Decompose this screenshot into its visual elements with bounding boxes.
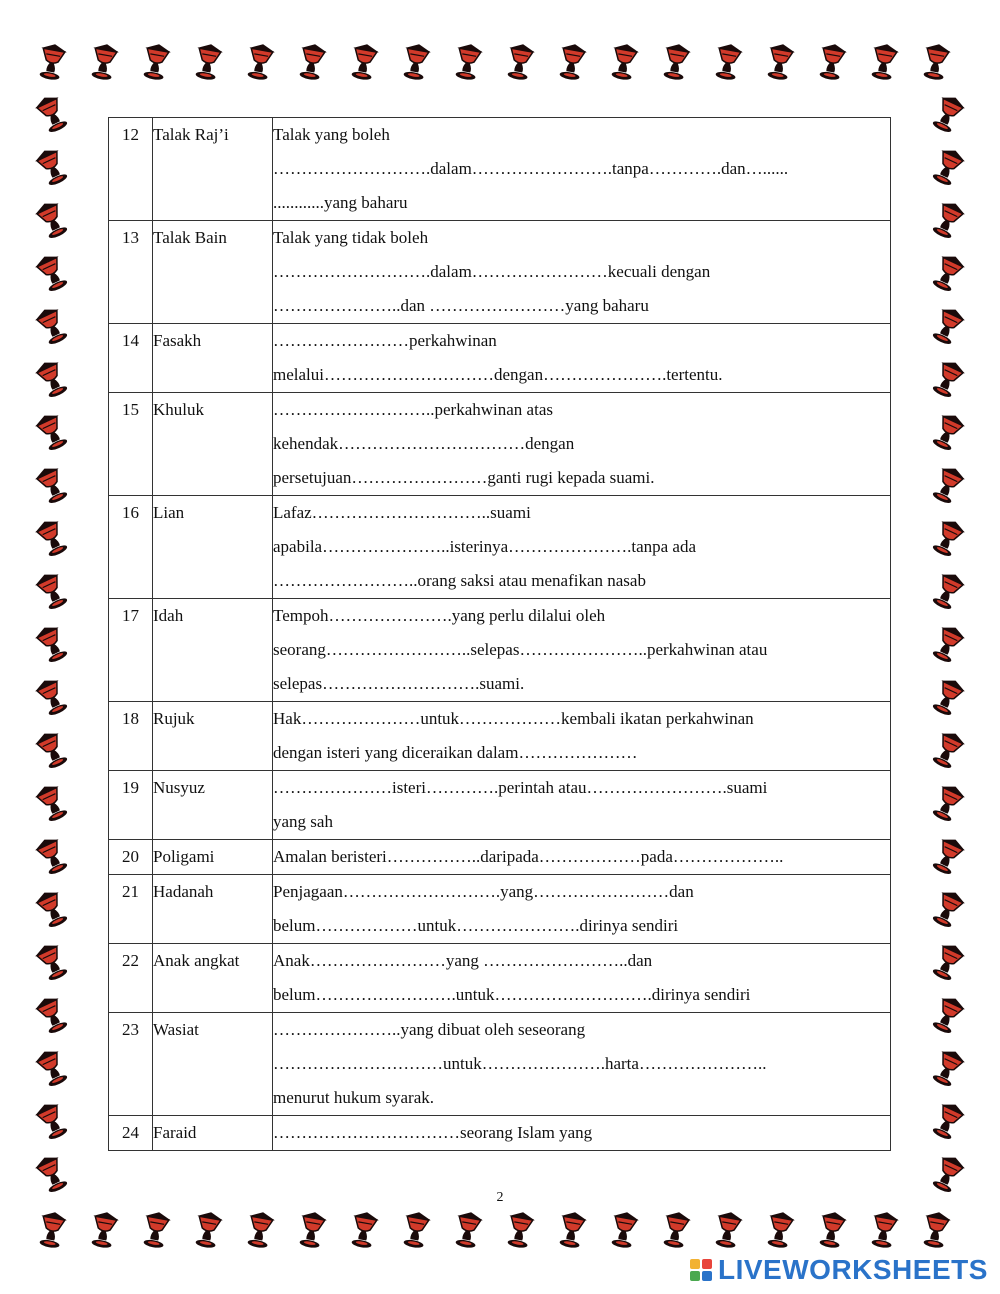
definition-line: …………………………untuk………………….harta…………………..	[273, 1054, 767, 1073]
goblet-icon	[764, 1210, 796, 1249]
definition-line: ………………………..perkahwinan atas	[273, 400, 553, 419]
definition-line: ............yang baharu	[273, 193, 408, 212]
table-row	[109, 393, 891, 496]
definition-line: yang sah	[273, 812, 333, 831]
goblet-icon	[712, 1210, 744, 1249]
definition-line: selepas……………………….suami.	[273, 674, 525, 693]
definition-line: ……………………perkahwinan	[273, 331, 497, 350]
goblet-icon	[929, 887, 968, 930]
goblet-icon	[33, 410, 72, 453]
goblet-icon	[929, 145, 968, 188]
definition-line: …………………..yang dibuat oleh seseorang	[273, 1020, 586, 1039]
definition-cell	[273, 1116, 891, 1151]
term-cell: Hadanah	[153, 875, 273, 944]
goblet-icon	[556, 1210, 588, 1249]
goblet-icon	[816, 42, 848, 81]
goblet-icon	[929, 1099, 968, 1142]
row-number: 23	[109, 1013, 153, 1116]
row-number: 24	[109, 1116, 153, 1151]
term-cell: Talak Bain	[153, 221, 273, 324]
row-number: 19	[109, 771, 153, 840]
brand-logo	[690, 1253, 988, 1287]
row-number: 12	[109, 118, 153, 221]
table-row	[109, 1013, 891, 1116]
goblet-icon	[33, 304, 72, 347]
definition-line: apabila…………………..isterinya………………….tanpa ada	[273, 537, 697, 556]
goblet-icon	[929, 781, 968, 824]
definition-line: belum………………untuk………………….dirinya sendiri	[273, 916, 679, 935]
definition-cell	[273, 875, 891, 944]
goblet-icon	[929, 940, 968, 983]
goblet-icon	[33, 463, 72, 506]
goblet-icon	[33, 569, 72, 612]
term-cell: Nusyuz	[153, 771, 273, 840]
goblet-icon	[929, 410, 968, 453]
goblet-icon	[244, 1210, 276, 1249]
goblet-icon	[764, 42, 796, 81]
goblet-icon	[33, 781, 72, 824]
row-number: 20	[109, 840, 153, 875]
definition-cell	[273, 840, 891, 875]
definition-line: menurut hukum syarak.	[273, 1088, 434, 1107]
table-row	[109, 875, 891, 944]
worksheet-table	[108, 117, 891, 1151]
row-number: 14	[109, 324, 153, 393]
term-cell: Talak Raj’i	[153, 118, 273, 221]
goblet-icon	[33, 834, 72, 877]
goblet-icon	[33, 251, 72, 294]
definition-cell	[273, 944, 891, 1013]
goblet-icon	[33, 622, 72, 665]
definition-cell	[273, 1013, 891, 1116]
row-number: 22	[109, 944, 153, 1013]
goblet-icon	[929, 1046, 968, 1089]
goblet-icon	[929, 251, 968, 294]
goblet-icon	[140, 1210, 172, 1249]
goblet-icon	[244, 42, 276, 81]
table-row	[109, 840, 891, 875]
goblet-icon	[929, 728, 968, 771]
goblet-icon	[33, 1152, 72, 1195]
goblet-icon	[33, 1099, 72, 1142]
term-cell: Poligami	[153, 840, 273, 875]
term-cell: Faraid	[153, 1116, 273, 1151]
row-number: 13	[109, 221, 153, 324]
definition-line: Talak yang tidak boleh	[273, 228, 429, 247]
goblet-icon	[504, 1210, 536, 1249]
definition-line: ……………………..orang saksi atau menafikan nasab	[273, 571, 646, 590]
brand-name: LIVEWORKSHEETS	[718, 1254, 988, 1285]
page-number: 2	[496, 1190, 504, 1205]
goblet-icon	[36, 1210, 68, 1249]
goblet-icon	[33, 675, 72, 718]
goblet-icon	[88, 1210, 120, 1249]
brand-blocks-icon	[690, 1259, 712, 1281]
table-row	[109, 496, 891, 599]
definition-cell	[273, 324, 891, 393]
goblet-icon	[929, 357, 968, 400]
row-number: 15	[109, 393, 153, 496]
goblet-icon	[929, 622, 968, 665]
goblet-icon	[929, 516, 968, 559]
goblet-icon	[33, 145, 72, 188]
definition-line: ……………………………seorang Islam yang	[273, 1123, 593, 1142]
goblet-icon	[868, 1210, 900, 1249]
goblet-icon	[929, 463, 968, 506]
table-row	[109, 599, 891, 702]
definition-line: dengan isteri yang diceraikan dalam…………………	[273, 743, 638, 762]
definition-cell	[273, 771, 891, 840]
term-cell: Khuluk	[153, 393, 273, 496]
table-row	[109, 702, 891, 771]
goblet-icon	[192, 1210, 224, 1249]
goblet-icon	[33, 993, 72, 1036]
term-cell: Fasakh	[153, 324, 273, 393]
table-row	[109, 118, 891, 221]
goblet-icon	[33, 357, 72, 400]
definition-cell	[273, 221, 891, 324]
term-cell: Anak angkat	[153, 944, 273, 1013]
goblet-icon	[712, 42, 744, 81]
definition-cell	[273, 496, 891, 599]
row-number: 16	[109, 496, 153, 599]
term-cell: Wasiat	[153, 1013, 273, 1116]
goblet-icon	[192, 42, 224, 81]
goblet-icon	[929, 569, 968, 612]
goblet-icon	[920, 42, 952, 81]
goblet-icon	[348, 42, 380, 81]
goblet-icon	[400, 1210, 432, 1249]
goblet-icon	[33, 516, 72, 559]
term-cell: Idah	[153, 599, 273, 702]
goblet-icon	[33, 92, 72, 135]
definition-line: ……………………….dalam……………………kecuali dengan	[273, 262, 711, 281]
goblet-icon	[88, 42, 120, 81]
goblet-icon	[400, 42, 432, 81]
definition-line: Amalan beristeri……………..daripada………………pada………………..	[273, 847, 784, 866]
goblet-icon	[140, 42, 172, 81]
goblet-icon	[929, 993, 968, 1036]
goblet-icon	[929, 198, 968, 241]
table-row	[109, 221, 891, 324]
definition-cell	[273, 118, 891, 221]
goblet-icon	[868, 42, 900, 81]
definition-line: melalui…………………………dengan………………….tertentu.	[273, 365, 723, 384]
definition-line: persetujuan……………………ganti rugi kepada suami.	[273, 468, 655, 487]
definition-line: Hak…………………untuk………………kembali ikatan perkahwinan	[273, 709, 754, 728]
goblet-icon	[296, 1210, 328, 1249]
goblet-icon	[33, 198, 72, 241]
goblet-icon	[452, 1210, 484, 1249]
goblet-icon	[608, 1210, 640, 1249]
row-number: 17	[109, 599, 153, 702]
definition-line: seorang……………………..selepas…………………..perkahwinan atau	[273, 640, 768, 659]
definition-line: Tempoh………………….yang perlu dilalui oleh	[273, 606, 606, 625]
goblet-icon	[33, 887, 72, 930]
table-row	[109, 944, 891, 1013]
row-number: 21	[109, 875, 153, 944]
definition-line: …………………isteri………….perintah atau…………………….suami	[273, 778, 768, 797]
goblet-icon	[660, 42, 692, 81]
goblet-icon	[608, 42, 640, 81]
goblet-icon	[920, 1210, 952, 1249]
definition-line: belum…………………….untuk……………………….dirinya sendiri	[273, 985, 751, 1004]
goblet-icon	[296, 42, 328, 81]
definition-line: kehendak……………………………dengan	[273, 434, 575, 453]
definition-cell	[273, 599, 891, 702]
goblet-icon	[36, 42, 68, 81]
goblet-icon	[929, 92, 968, 135]
definition-line: Anak……………………yang ……………………..dan	[273, 951, 653, 970]
term-cell: Lian	[153, 496, 273, 599]
goblet-icon	[33, 1046, 72, 1089]
table-row	[109, 771, 891, 840]
term-cell: Rujuk	[153, 702, 273, 771]
definition-line: Penjagaan……………………….yang……………………dan	[273, 882, 694, 901]
goblet-icon	[929, 304, 968, 347]
goblet-icon	[33, 940, 72, 983]
goblet-icon	[348, 1210, 380, 1249]
definition-cell	[273, 393, 891, 496]
goblet-icon	[452, 42, 484, 81]
goblet-icon	[556, 42, 588, 81]
definition-cell	[273, 702, 891, 771]
goblet-icon	[929, 1152, 968, 1195]
goblet-icon	[929, 834, 968, 877]
definition-line: Talak yang boleh	[273, 125, 390, 144]
goblet-icon	[929, 675, 968, 718]
table-row	[109, 1116, 891, 1151]
goblet-icon	[33, 728, 72, 771]
row-number: 18	[109, 702, 153, 771]
goblet-icon	[660, 1210, 692, 1249]
table-row	[109, 324, 891, 393]
goblet-icon	[504, 42, 536, 81]
definition-line: Lafaz…………………………..suami	[273, 503, 531, 522]
definition-line: …………………..dan ……………………yang baharu	[273, 296, 649, 315]
definition-line: ……………………….dalam…………………….tanpa………….dan…......	[273, 159, 789, 178]
goblet-icon	[816, 1210, 848, 1249]
